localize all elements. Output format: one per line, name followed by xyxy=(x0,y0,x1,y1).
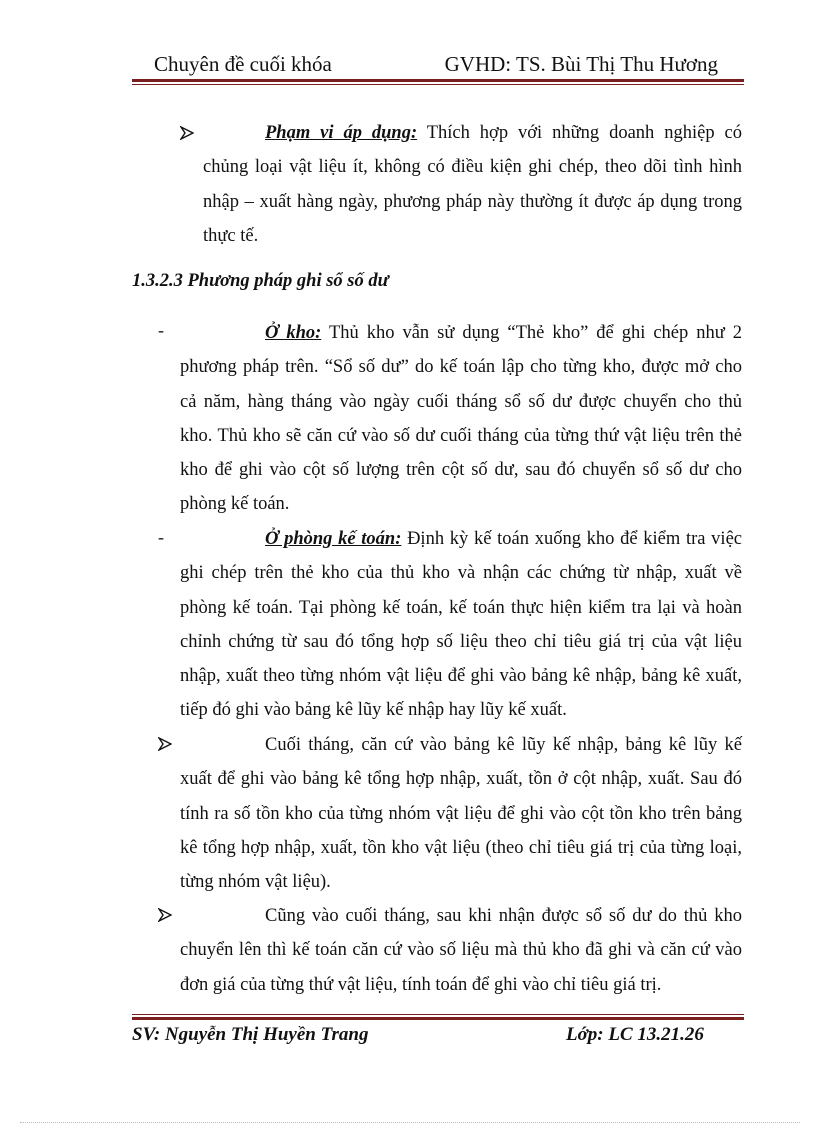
header-right: GVHD: TS. Bùi Thị Thu Hương xyxy=(444,52,718,76)
accounting-line-6: tiếp đó ghi vào bảng kê lũy kế nhập hay lũy kế xuất. xyxy=(180,700,567,721)
scope-line-1: Thích hợp với những doanh nghiệp có xyxy=(417,123,742,143)
accounting-line-2: ghi chép trên thẻ kho của thủ kho và nhận các chứng từ nhập, xuất về xyxy=(180,563,742,584)
scope-line-3: nhập – xuất hàng ngày, phương pháp này thường ít được áp dụng trong xyxy=(203,191,742,212)
page-header xyxy=(132,50,742,80)
arrow-bullet-icon xyxy=(158,737,172,751)
value-line-1: Cũng vào cuối tháng, sau khi nhận được sổ số dư do thủ kho xyxy=(265,906,742,926)
month-end-line-1: Cuối tháng, căn cứ vào bảng kê lũy kế nhập, bảng kê lũy kế xyxy=(265,735,742,755)
scope-line-4: thực tế. xyxy=(203,225,259,246)
footer-class: Lớp: LC 13.21.26 xyxy=(566,1024,704,1045)
section-accounting xyxy=(180,522,742,728)
dash-bullet: - xyxy=(158,320,164,340)
footer-student: SV: Nguyễn Thị Huyền Trang xyxy=(132,1024,369,1045)
footer-rule-thin xyxy=(132,1014,744,1015)
header-rule-thin xyxy=(132,84,744,85)
section-scope xyxy=(203,116,742,253)
accounting-line-5: nhập, xuất theo từng nhóm vật liệu để ghi vào bảng kê nhập, bảng kê xuất, xyxy=(180,666,742,687)
section-warehouse xyxy=(180,316,742,522)
warehouse-line-6: phòng kế toán. xyxy=(180,494,290,515)
section-heading: 1.3.2.3 Phương pháp ghi sổ số dư xyxy=(132,271,389,291)
accounting-line-4: chỉnh chứng từ sau đó tổng hợp số liệu theo chỉ tiêu giá trị của vật liệu xyxy=(180,631,742,652)
arrow-bullet-icon xyxy=(180,126,194,140)
accounting-line-1: Định kỳ kế toán xuống kho để kiểm tra việc xyxy=(401,529,742,549)
section-value xyxy=(180,899,742,1002)
header-left: Chuyên đề cuối khóa xyxy=(154,52,332,76)
month-end-line-3: tính ra số tồn kho của từng nhóm vật liệu để ghi vào cột tồn kho trên bảng xyxy=(180,803,742,824)
warehouse-line-4: kho. Thủ kho sẽ căn cứ vào số dư cuối tháng của từng thứ vật liệu trên thẻ xyxy=(180,425,742,446)
warehouse-line-5: kho để ghi vào cột số lượng trên cột số dư, sau đó chuyển sổ số dư cho xyxy=(180,460,742,481)
warehouse-line-1: Thủ kho vẫn sử dụng “Thẻ kho” để ghi chép như 2 xyxy=(321,323,742,343)
month-end-line-4: kê tổng hợp nhập, xuất, tồn kho vật liệu (theo chỉ tiêu giá trị của từng loại, xyxy=(180,837,742,858)
value-line-2: chuyển lên thì kế toán căn cứ vào số liệu mà thủ kho đã ghi và căn cứ vào xyxy=(180,940,742,961)
arrow-bullet-icon xyxy=(158,908,172,922)
header-rule xyxy=(132,79,744,82)
warehouse-label: Ở kho: xyxy=(265,323,322,343)
month-end-line-5: từng nhóm vật liệu). xyxy=(180,872,331,893)
scope-line-2: chủng loại vật liệu ít, không có điều kiện ghi chép, theo dõi tình hình xyxy=(203,157,742,178)
section-month-end xyxy=(180,728,742,899)
accounting-label: Ở phòng kế toán: xyxy=(265,529,402,549)
warehouse-line-2: phương pháp trên. “Sổ số dư” do kế toán lập cho từng kho, được mở cho xyxy=(180,357,742,378)
month-end-line-2: xuất để ghi vào bảng kê tổng hợp nhập, xuất, tồn ở cột nhập, xuất. Sau đó xyxy=(180,769,742,790)
warehouse-line-3: cả năm, hàng tháng vào ngày cuối tháng sổ số dư được chuyển cho thủ xyxy=(180,391,742,412)
footer-rule xyxy=(132,1017,744,1020)
scope-label: Phạm vi áp dụng: xyxy=(265,123,418,143)
dash-bullet: - xyxy=(158,527,164,547)
value-line-3: đơn giá của từng thứ vật liệu, tính toán để ghi vào chỉ tiêu giá trị. xyxy=(180,974,662,995)
accounting-line-3: phòng kế toán. Tại phòng kế toán, kế toán thực hiện kiểm tra lại và hoàn xyxy=(180,597,742,618)
